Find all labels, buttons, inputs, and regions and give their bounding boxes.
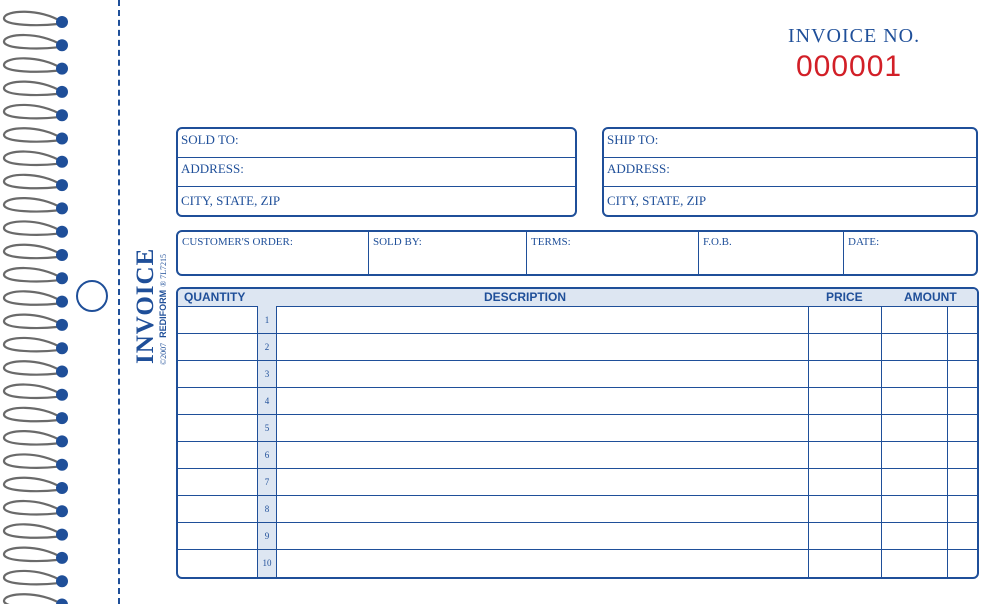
spiral-coil: [4, 385, 62, 398]
spiral-coil: [4, 268, 62, 281]
binding-hole: [56, 296, 68, 308]
invoice-number-label: INVOICE NO.: [788, 25, 921, 47]
table-row[interactable]: [178, 333, 977, 334]
brand-logo: REDIFORM: [158, 289, 168, 338]
order-info-box: [176, 230, 978, 276]
invoice-number: 000001: [796, 50, 903, 83]
date-field[interactable]: DATE:: [843, 232, 976, 274]
spiral-coil: [4, 361, 62, 374]
ship-to-box: [602, 127, 978, 217]
spiral-coil: [4, 548, 62, 561]
spiral-coil: [4, 82, 62, 95]
form-code: 7L7215: [159, 253, 168, 279]
binding-hole: [56, 133, 68, 145]
line-number: 1: [264, 315, 270, 325]
line-number: 8: [264, 504, 270, 514]
spiral-coil: [4, 245, 62, 258]
spiral-coil: [4, 35, 62, 48]
table-row[interactable]: [178, 441, 977, 442]
table-row[interactable]: [178, 360, 977, 361]
spiral-coil: [4, 338, 62, 351]
spiral-coil: [4, 501, 62, 514]
quantity-header: QUANTITY: [184, 290, 246, 304]
spiral-coil: [4, 315, 62, 328]
spiral-coil: [4, 408, 62, 421]
binding-hole: [56, 86, 68, 98]
terms-field[interactable]: TERMS:: [526, 232, 698, 274]
fob-field[interactable]: F.O.B.: [698, 232, 843, 274]
table-row[interactable]: [178, 468, 977, 469]
spiral-coil: [4, 221, 62, 234]
binding-hole: [56, 482, 68, 494]
line-number: 10: [262, 558, 272, 568]
spiral-coil: [4, 478, 62, 491]
ship-to-address-field[interactable]: ADDRESS:: [604, 158, 976, 187]
customers-order-field[interactable]: CUSTOMER'S ORDER:: [182, 236, 293, 248]
sold-to-address-field[interactable]: ADDRESS:: [178, 158, 575, 187]
binding-hole: [56, 63, 68, 75]
copyright-text: ©2007: [159, 342, 168, 365]
binding-hole: [56, 459, 68, 471]
perforation-line: [118, 0, 120, 604]
binding-hole: [56, 366, 68, 378]
table-row[interactable]: [178, 549, 977, 550]
items-header: [178, 289, 977, 307]
line-number: 5: [264, 423, 270, 433]
amount-header: AMOUNT: [904, 290, 957, 304]
line-number: 6: [264, 450, 270, 460]
table-row[interactable]: [178, 414, 977, 415]
ship-to-field[interactable]: SHIP TO:: [604, 129, 976, 158]
sold-to-box: [176, 127, 577, 217]
binding-hole: [56, 202, 68, 214]
spiral-coil: [4, 431, 62, 444]
binding-hole: [56, 272, 68, 284]
line-number: 7: [264, 477, 270, 487]
binding-hole: [56, 109, 68, 121]
spiral-coil: [4, 524, 62, 537]
binding-hole: [56, 529, 68, 541]
spiral-coil: [4, 594, 62, 604]
binding-hole: [56, 156, 68, 168]
table-row[interactable]: [178, 522, 977, 523]
binding-hole: [56, 319, 68, 331]
side-title-text: INVOICE: [132, 247, 159, 364]
binding-hole: [56, 412, 68, 424]
spiral-coil: [4, 175, 62, 188]
spiral-coil: [4, 291, 62, 304]
spiral-coil: [4, 105, 62, 118]
items-table: [176, 287, 979, 579]
ship-to-city-field[interactable]: CITY, STATE, ZIP: [607, 193, 707, 208]
spiral-coil: [4, 454, 62, 467]
binding-hole: [56, 226, 68, 238]
line-number: 2: [264, 342, 270, 352]
binding-hole: [56, 389, 68, 401]
binding-hole: [56, 552, 68, 564]
sold-to-field[interactable]: SOLD TO:: [178, 129, 575, 158]
binding-hole: [56, 575, 68, 587]
sold-by-field[interactable]: SOLD BY:: [368, 232, 526, 274]
side-imprint: ©2007 REDIFORM® 7L7215: [158, 253, 168, 365]
binding-hole: [56, 16, 68, 28]
spiral-binding: [0, 0, 80, 604]
binding-hole: [56, 342, 68, 354]
binding-hole: [56, 39, 68, 51]
spiral-coil: [4, 198, 62, 211]
spiral-coil: [4, 571, 62, 584]
binding-hole: [56, 505, 68, 517]
spiral-coil: [4, 58, 62, 71]
binding-hole: [56, 435, 68, 447]
line-number: 9: [264, 531, 270, 541]
binding-hole: [56, 249, 68, 261]
binding-hole: [56, 599, 68, 604]
binding-hole: [56, 179, 68, 191]
spiral-coil: [4, 128, 62, 141]
side-title: [132, 248, 160, 364]
punch-hole: [76, 280, 108, 312]
price-header: PRICE: [826, 290, 863, 304]
description-header: DESCRIPTION: [484, 290, 567, 304]
table-row[interactable]: [178, 495, 977, 496]
spiral-coil: [4, 12, 62, 25]
table-row[interactable]: [178, 387, 977, 388]
line-number: 3: [264, 369, 270, 379]
spiral-coil: [4, 152, 62, 165]
sold-to-city-field[interactable]: CITY, STATE, ZIP: [181, 193, 281, 208]
line-number: 4: [264, 396, 270, 406]
